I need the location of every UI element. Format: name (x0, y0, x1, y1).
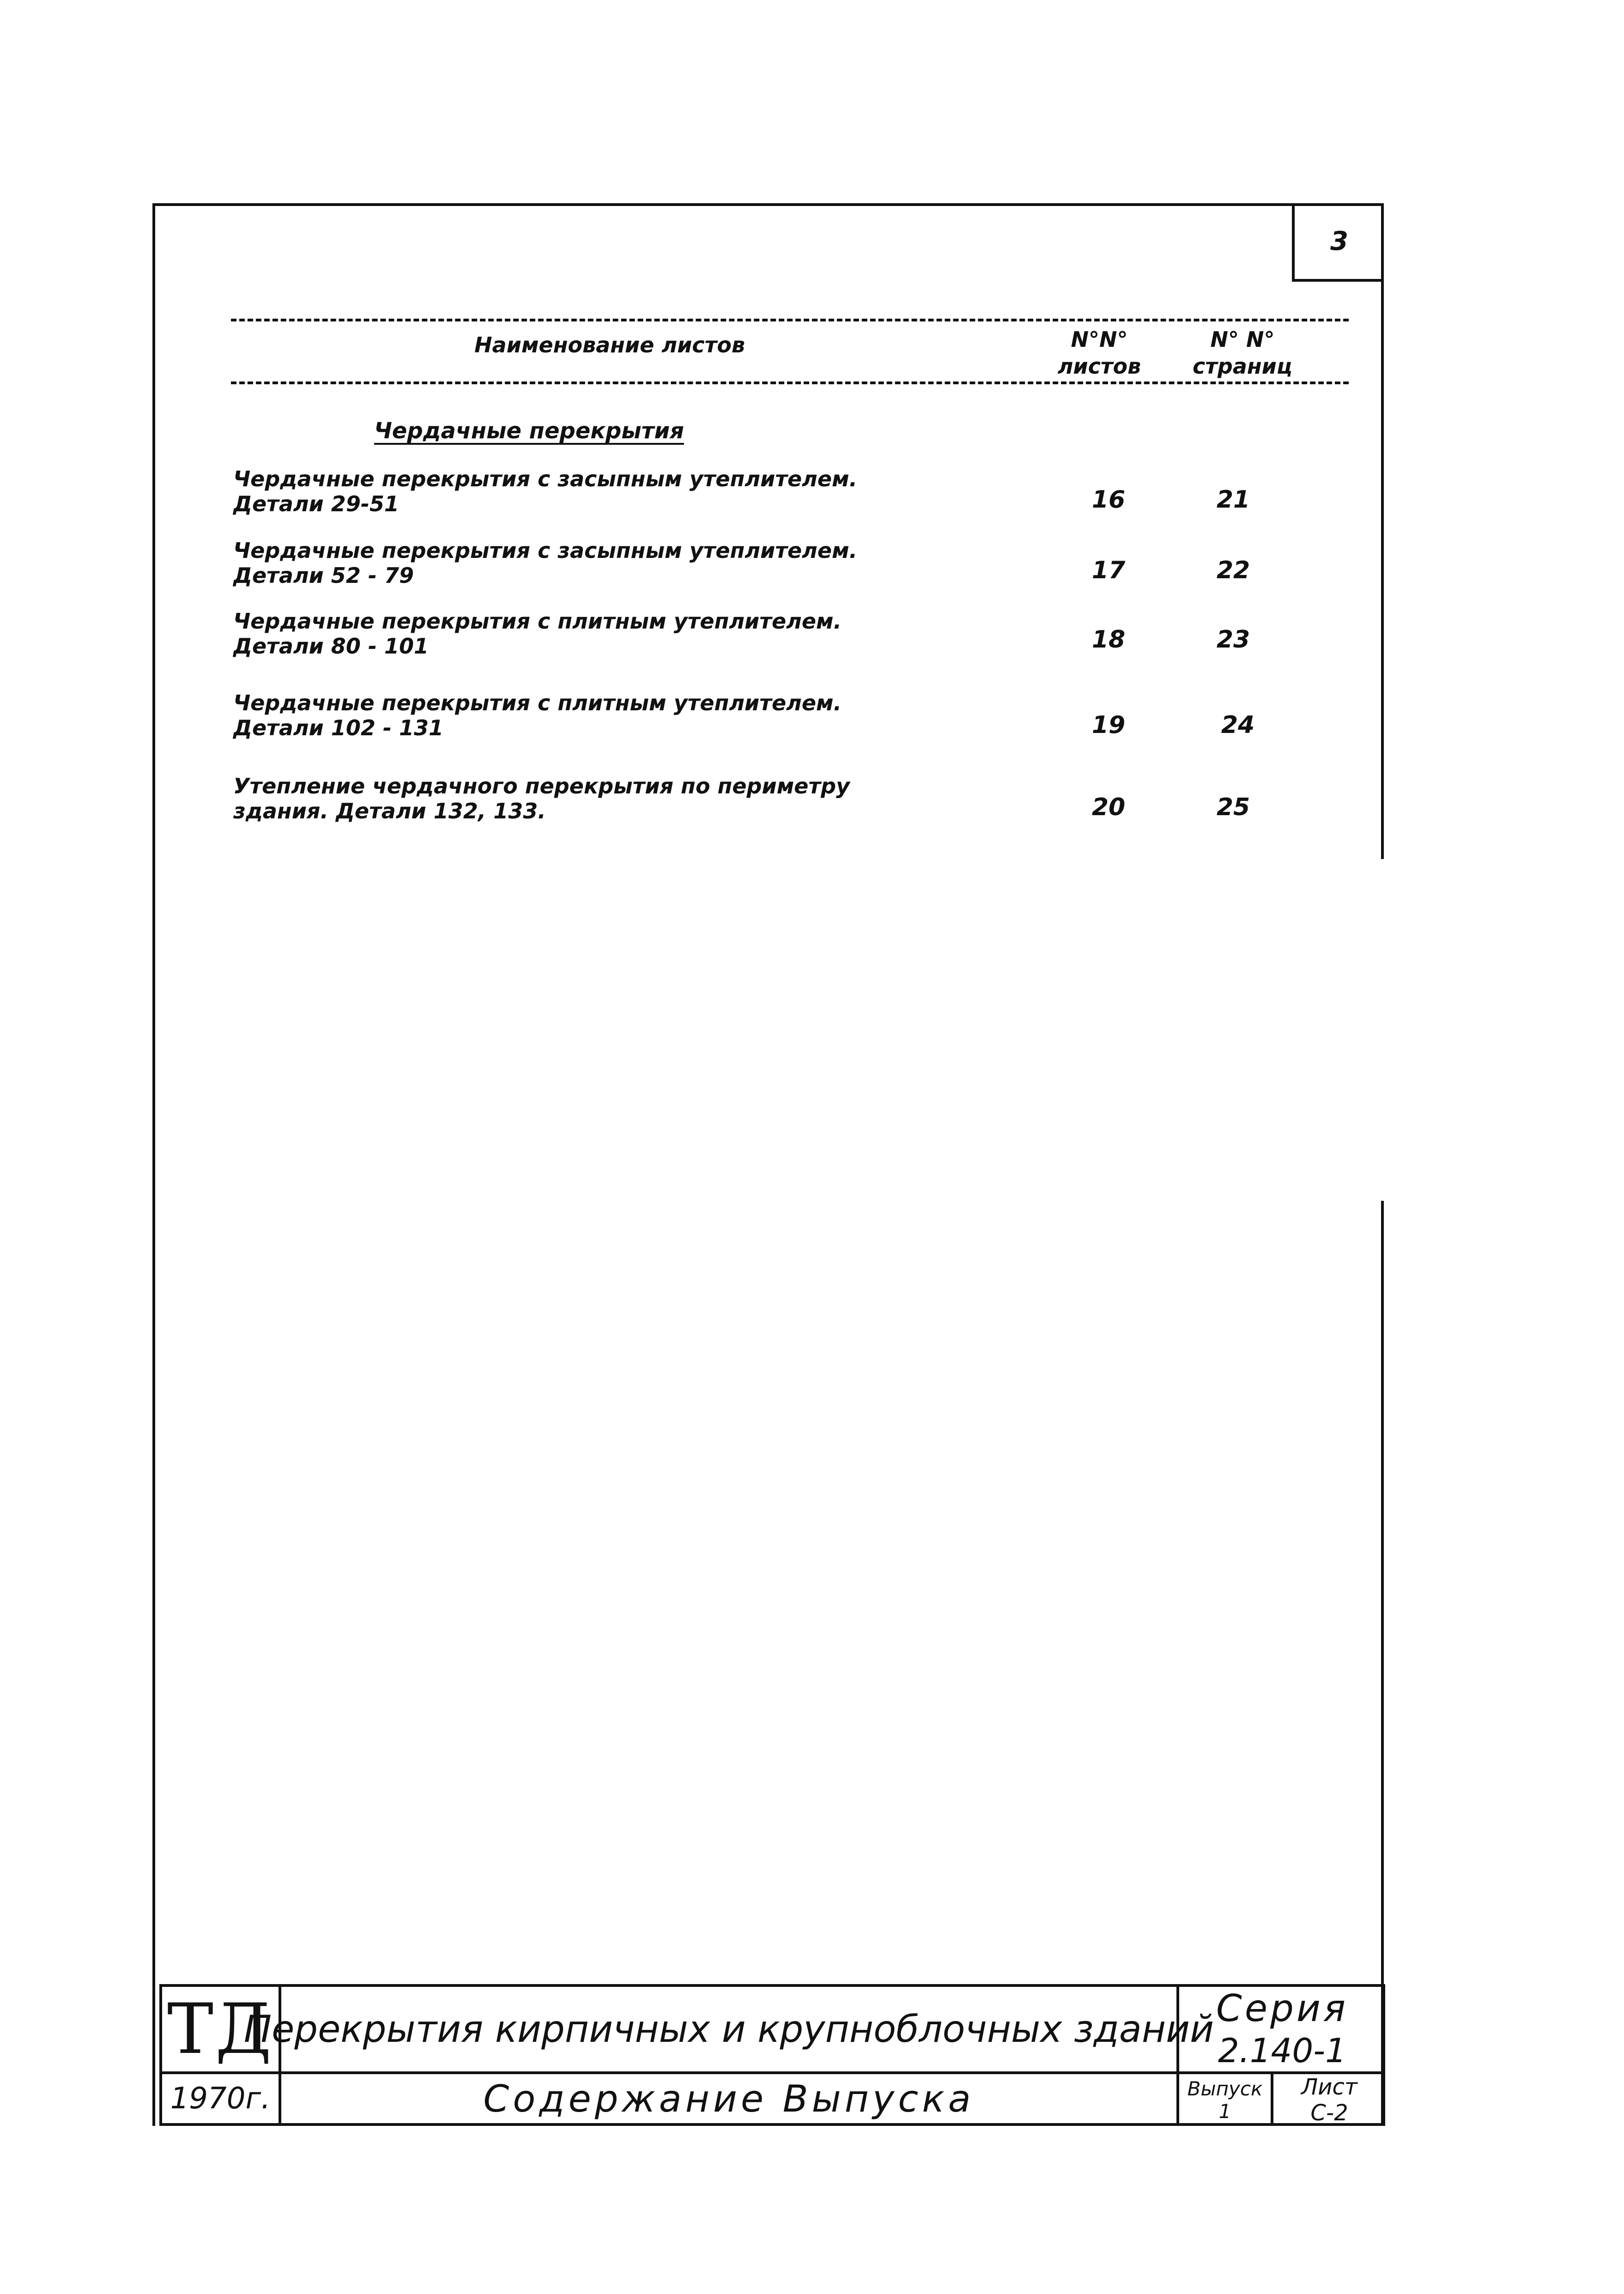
column-header-page-nos-line1: N° N° (1210, 327, 1275, 352)
issue-label: Выпуск (1187, 2077, 1263, 2100)
row-description (233, 538, 857, 588)
row-line1: Чердачные перекрытия с плитным утеплителем. (233, 609, 842, 634)
issue-value: 1 (1218, 2100, 1231, 2123)
section-title: Чердачные перекрытия (374, 418, 684, 444)
row-line2: здания. Детали 132, 133. (233, 799, 546, 823)
sheet-label: Лист (1301, 2074, 1357, 2100)
row-sheet-number: 18 (1091, 626, 1126, 654)
row-sheet-number: 17 (1091, 557, 1126, 584)
column-header-sheet-nos-line1: N°N° (1071, 327, 1128, 352)
row-description (233, 690, 842, 740)
column-header-page-nos (1182, 326, 1303, 380)
column-header-sheet-nos (1053, 326, 1145, 380)
row-line1: Чердачные перекрытия с засыпным утеплителем. (233, 538, 858, 563)
row-page-number: 21 (1216, 486, 1250, 514)
row-description (233, 774, 850, 823)
project-title: Перекрытия кирпичных и крупноблочных зданий (243, 2008, 1214, 2051)
page-number: 3 (1292, 203, 1384, 282)
column-header-name: Наименование листов (474, 333, 745, 357)
document-title: Содержание Выпуска (483, 2077, 975, 2120)
row-page-number: 24 (1221, 711, 1255, 739)
org-mark: ТД (167, 1989, 273, 2070)
column-header-sheet-nos-line2: листов (1057, 354, 1141, 379)
row-page-number: 23 (1216, 626, 1250, 654)
issue-cell (1179, 2074, 1271, 2126)
row-line2: Детали 29-51 (233, 491, 399, 516)
row-page-number: 22 (1216, 557, 1250, 584)
document-year: 1970г. (170, 2082, 271, 2116)
header-bottom-rule (231, 381, 1349, 384)
row-sheet-number: 19 (1091, 711, 1126, 739)
sheet-value: С-2 (1310, 2100, 1348, 2126)
header-top-rule (231, 319, 1349, 321)
column-header-page-nos-line2: страниц (1192, 354, 1292, 379)
row-line1: Утепление чердачного перекрытия по периметру (233, 774, 850, 799)
frame-gap (1367, 859, 1395, 1201)
series-value: 2.140-1 (1218, 2031, 1346, 2070)
row-line1: Чердачные перекрытия с плитным утеплителем. (233, 690, 842, 715)
row-description (233, 609, 842, 659)
row-sheet-number: 20 (1091, 793, 1126, 821)
title-block (159, 1984, 1385, 2126)
row-sheet-number: 16 (1091, 486, 1126, 514)
row-description (233, 466, 857, 516)
sheet-cell (1273, 2074, 1385, 2126)
row-line2: Детали 102 - 131 (233, 715, 443, 740)
series-label: Серия (1216, 1986, 1348, 2030)
row-page-number: 25 (1216, 793, 1250, 821)
row-line2: Детали 52 - 79 (233, 563, 414, 588)
row-line1: Чердачные перекрытия с засыпным утеплителем. (233, 466, 858, 491)
row-line2: Детали 80 - 101 (233, 634, 429, 659)
